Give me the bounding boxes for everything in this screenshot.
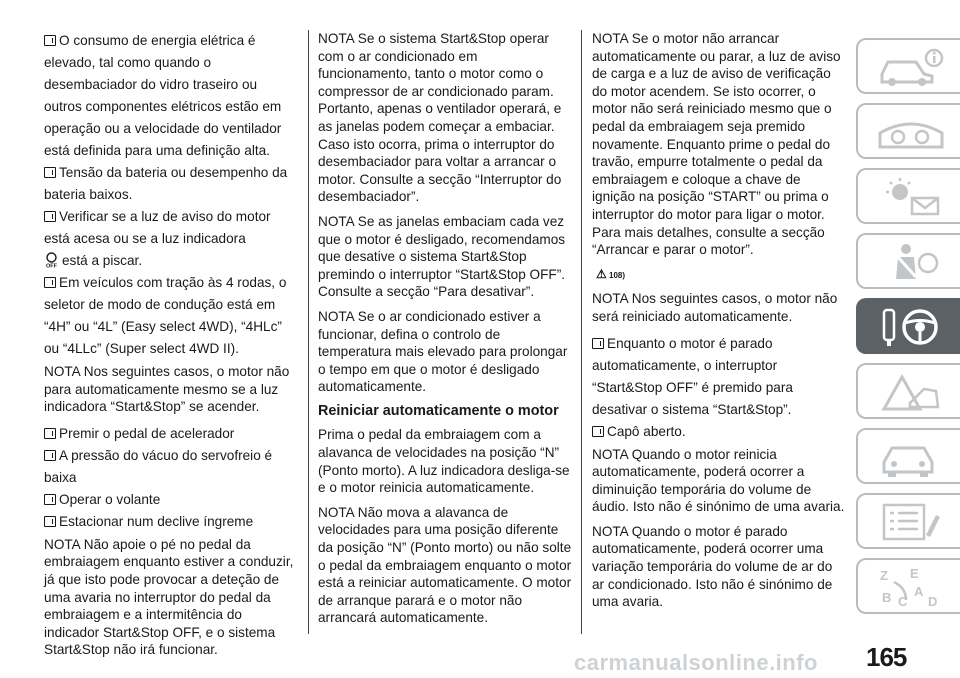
bullet-item: Verificar se a luz de aviso do motor está acesa ou se a luz indicadora OFF está a piscar. [44, 209, 271, 268]
seatbelt-airbag-icon [876, 241, 946, 283]
specifications-list-icon [876, 501, 946, 543]
tab-dashboard[interactable] [856, 103, 960, 159]
column-divider-right [581, 30, 582, 634]
checkbox-bullet-icon [44, 211, 56, 222]
svg-text:D: D [928, 594, 938, 608]
tab-emergency[interactable] [856, 363, 960, 419]
note-paragraph: NOTA Nos seguintes casos, o motor não para automaticamente mesmo se a luz indicadora “Start&Stop” se acender. [44, 364, 290, 415]
note-paragraph: NOTA Se o motor não arrancar automaticamente ou parar, a luz de aviso de carga e a luz de aviso de verificação do motor acendem. Se isto ocorrer, o motor não será reiniciado mesmo que o pedal da embraiagem seja premido novamente. Enquanto prime o pedal do travão, empurre totalmente o pedal da embraiagem e coloque a chave de ignição na posição “START” ou prima o interruptor do motor para ligar o motor. Para mais detalhes, consulte a secção “Arrancar e parar o motor”. [592, 31, 841, 258]
checkbox-bullet-icon [44, 35, 56, 46]
note-paragraph: NOTA Não apoie o pé no pedal da embraiagem enquanto estiver a conduzir, já que isto pode provocar a deteção de uma avaria no interruptor do pedal da embraiagem e a intermitência do indicador Start&Stop OFF, e o sistema Start&Stop não irá funcionar. [44, 536, 294, 658]
svg-text:C: C [898, 594, 908, 608]
note-paragraph: NOTA Quando o motor é parado automaticamente, poderá ocorrer uma variação temporária do volume de ar do ar condicionado. Isto não é sinónimo de uma avaria. [592, 523, 833, 610]
bullet-item: Capô aberto. [592, 421, 846, 443]
tab-maintenance[interactable] [856, 428, 960, 484]
bullet-item: A pressão do vácuo do servofreio é baixa [44, 447, 273, 485]
bullet-item: Em veículos com tração às 4 rodas, o seletor de modo de condução está em “4H” ou “4L” (Easy select 4WD), “4HLc” ou “4LLc” (Super select 4WD II). [44, 275, 287, 356]
start-stop-off-indicator-icon [44, 252, 59, 268]
svg-text:E: E [910, 566, 919, 581]
body-paragraph: Prima o pedal da embraiagem com a alavanca de velocidades na posição “N” (Ponto morto). A luz indicadora desliga-se e o motor reinicia automaticamente. [318, 427, 570, 496]
tab-warning-lights[interactable] [856, 168, 960, 224]
section-heading: Reiniciar automaticamente o motor [318, 402, 559, 419]
column-2 [318, 30, 572, 634]
svg-text:B: B [882, 590, 892, 605]
key-steering-wheel-icon [876, 306, 946, 348]
note-paragraph: NOTA Se as janelas embaciam cada vez que o motor é desligado, recomendamos que desative o sistema Start&Stop premindo o interruptor “Start&Stop OFF”. Consulte a secção “Para desativar”. [318, 213, 566, 300]
column-divider-left [308, 30, 309, 634]
bullet-item: Tensão da bateria ou desempenho da bateria baixos. [44, 165, 288, 202]
bullet-item: Operar o volante [44, 489, 298, 511]
checkbox-bullet-icon [592, 426, 604, 437]
emergency-triangle-icon [876, 371, 946, 413]
bullet-item: Premir o pedal de acelerador [44, 423, 298, 445]
tab-safety[interactable] [856, 233, 960, 289]
svg-text:A: A [914, 584, 924, 599]
bullet-item: O consumo de energia elétrica é elevado, tal como quando o desembaciador do vidro traseiro ou outros componentes elétricos estão em operação ou a velocidade do ventilador está definida para uma definição alta. [44, 33, 282, 158]
warning-lights-icon [876, 176, 946, 218]
checkbox-bullet-icon [592, 338, 604, 349]
car-info-icon [876, 46, 946, 88]
svg-text:OFF: OFF [46, 263, 57, 268]
column-1 [44, 30, 298, 666]
bullet-item: Enquanto o motor é parado automaticamente, o interruptor “Start&Stop OFF” é premido para desativar o sistema “Start&Stop”. [592, 335, 793, 417]
note-paragraph: NOTA Se o sistema Start&Stop operar com o ar condicionado em funcionamento, tanto o motor como o compressor de ar condicionado param. Portanto, apenas o ventilador operará, e as janelas podem começar a embaciar. Caso isto ocorra, prima o interruptor do desembaciador para voltar a arrancar o motor. Consulte a secção “Interruptor do desembaciador”. [318, 31, 562, 205]
watermark: carmanualsonline.info [574, 650, 818, 675]
checkbox-bullet-icon [44, 494, 56, 505]
alphabetical-index-icon [876, 566, 946, 608]
bullet-item: Estacionar num declive íngreme [44, 511, 298, 533]
chapter-tabs [856, 38, 960, 623]
checkbox-bullet-icon [44, 516, 56, 527]
tab-starting-driving[interactable] [856, 298, 960, 354]
checkbox-bullet-icon [44, 450, 56, 461]
tab-specifications[interactable] [856, 493, 960, 549]
column-3 [592, 30, 846, 618]
car-maintenance-icon [876, 436, 946, 478]
note-paragraph: NOTA Quando o motor reinicia automaticamente, poderá ocorrer a diminuição temporária do volume de áudio. Isto não é sinónimo de uma avaria. [592, 446, 845, 515]
note-paragraph: NOTA Não mova a alavanca de velocidades para uma posição diferente da posição “N” (Ponto morto) ou não solte o pedal da embraiagem enquanto o motor está a reiniciar automaticamente. O motor de arranque parará e o motor não arrancará automaticamente. [318, 504, 572, 626]
warning-triangle-icon: ⚠ [596, 266, 607, 281]
warning-reference: ⚠ 108) [596, 266, 626, 281]
tab-index[interactable] [856, 558, 960, 614]
note-paragraph: NOTA Nos seguintes casos, o motor não será reiniciado automaticamente. [592, 291, 838, 324]
checkbox-bullet-icon [44, 428, 56, 439]
note-paragraph: NOTA Se o ar condicionado estiver a funcionar, defina o controlo de temperatura mais elevado para prolongar o tempo em que o motor é desligado automaticamente. [318, 308, 568, 395]
car-dashboard-icon [876, 111, 946, 153]
tab-car-info[interactable] [856, 38, 960, 94]
checkbox-bullet-icon [44, 167, 56, 178]
page-number: 165 [866, 642, 907, 672]
svg-text:Z: Z [880, 568, 888, 583]
checkbox-bullet-icon [44, 277, 56, 288]
